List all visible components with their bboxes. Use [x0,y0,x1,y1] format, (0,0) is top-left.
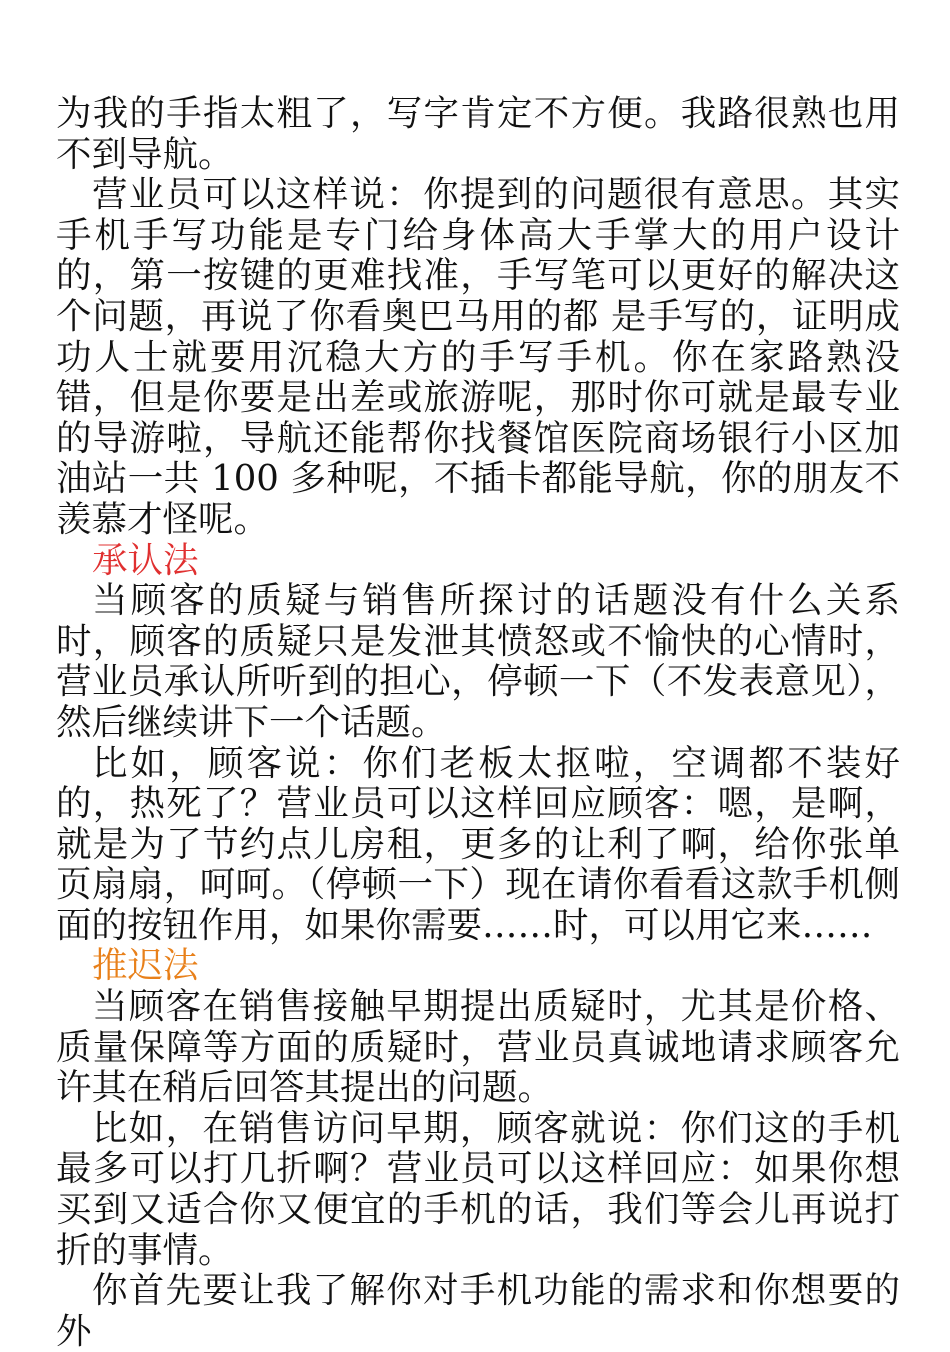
paragraph-postpone-example: 比如，在销售访问早期，顾客就说：你们这的手机最多可以打几折啊？营业员可以这样回应：如果你想买到又适合你又便宜的手机的话，我们等会儿再说打折的事情。 [56,1107,900,1271]
document-page [56,94,900,1352]
paragraph-acknowledge-example: 比如，顾客说：你们老板太抠啦，空调都不装好的，热死了？营业员可以这样回应顾客：嗯，是啊，就是为了节约点儿房租，更多的让利了啊，给你张单页扇扇，呵呵。（停顿一下）现在请你看看这款手机侧面的按钮作用，如果你需要……时，可以用它来…… [56,742,900,946]
paragraph-postpone-followup: 你首先要让我了解你对手机功能的需求和你想要的外 [56,1270,900,1352]
paragraph-acknowledge-definition: 当顾客的质疑与销售所探讨的话题没有什么关系时，顾客的质疑只是发泄其愤怒或不愉快的心情时，营业员承认所听到的担心，停顿一下（不发表意见），然后继续讲下一个话题。 [56,580,900,743]
section-heading-acknowledge: 承认法 [92,539,199,581]
paragraph-salesperson-reply: 营业员可以这样说：你提到的问题很有意思。其实手机手写功能是专门给身体高大手掌大的用户设计的，第一按键的更难找准，手写笔可以更好的解决这个问题，再说了你看奥巴马用的都 是手写的，证明成功人士就要用沉稳大方的手写手机。你在家路熟没错，但是你要是出差或旅游呢，那时你可就是最专业的导游啦，导航还能帮你找餐馆医院商场银行小区加油站一共 100 多种呢，不插卡都能导航，你的朋友不羡慕才怪呢。 [56,174,900,540]
section-heading-postpone: 推迟法 [92,945,199,987]
paragraph-continuation: 为我的手指太粗了，写字肯定不方便。我路很熟也用不到导航。 [56,93,900,175]
paragraph-postpone-definition: 当顾客在销售接触早期提出质疑时，尤其是价格、质量保障等方面的质疑时，营业员真诚地请求顾客允许其在稍后回答其提出的问题。 [56,986,900,1109]
